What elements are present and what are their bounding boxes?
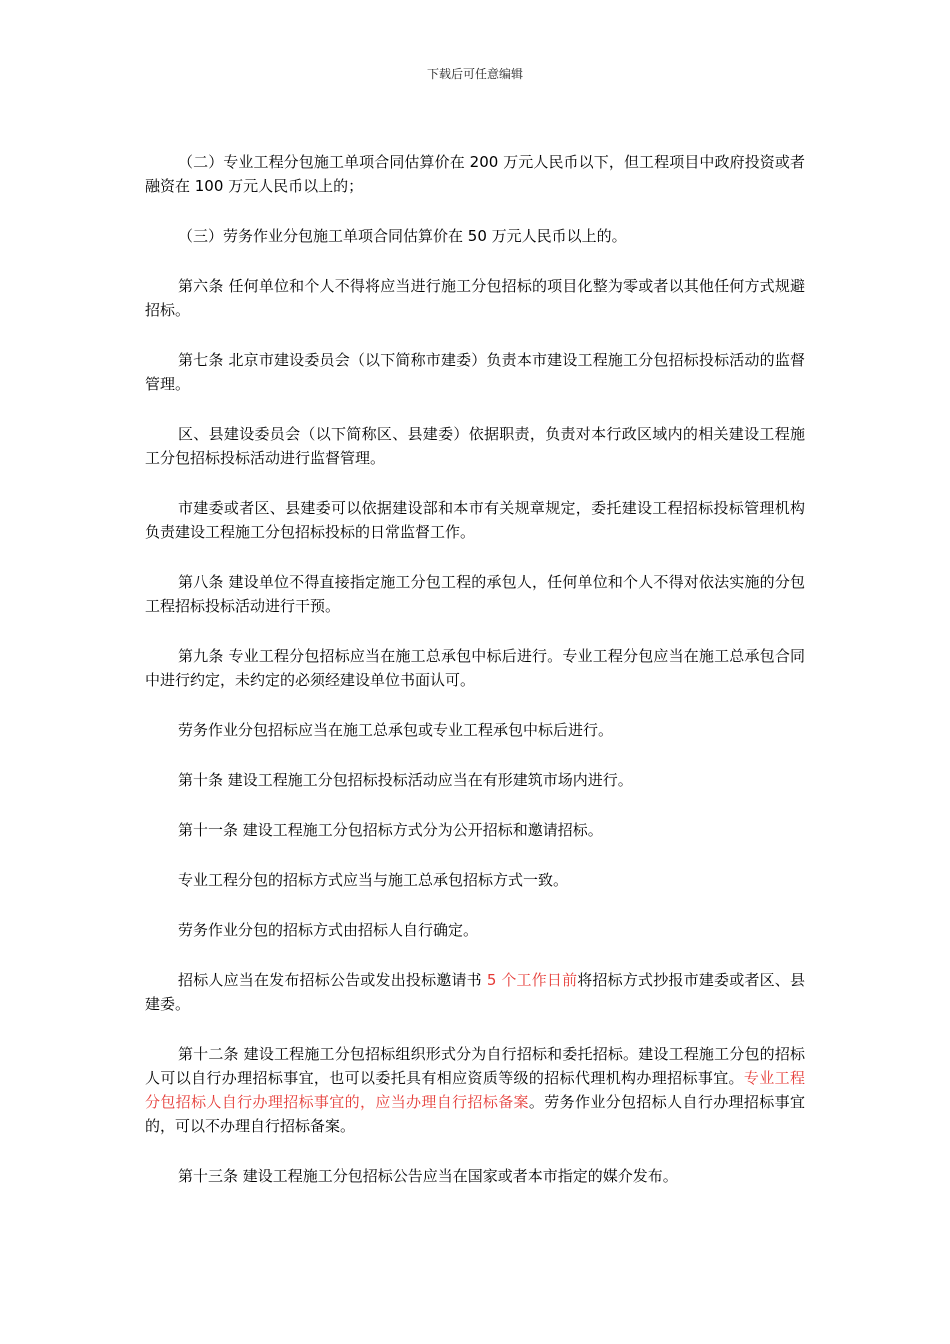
text-segment: 招标人应当在发布招标公告或发出投标邀请书 (178, 971, 487, 989)
paragraph-article-6: 第六条 任何单位和个人不得将应当进行施工分包招标的项目化整为零或者以其他任何方式规避招标。 (145, 277, 805, 319)
paragraph-article-9: 第九条 专业工程分包招标应当在施工总承包中标后进行。专业工程分包应当在施工总承包合同中进行约定，未约定的必须经建设单位书面认可。 (145, 647, 805, 689)
highlighted-text: 专业工程分包招标人自行办理招标事宜的，应当办理自行招标备案 (145, 1069, 805, 1111)
paragraph-article-11: 第十一条 建设工程施工分包招标方式分为公开招标和邀请招标。 (178, 821, 603, 839)
text-segment: 将招标方式抄报市建委或者区、县建委。 (145, 971, 805, 1013)
paragraph-article-7: 第七条 北京市建设委员会（以下简称市建委）负责本市建设工程施工分包招标投标活动的监督管理。 (145, 351, 805, 393)
paragraph-clause-2: （二）专业工程分包施工单项合同估算价在 200 万元人民币以下，但工程项目中政府投资或者融资在 100 万元人民币以上的； (145, 153, 805, 195)
paragraph-article-9-labor: 劳务作业分包招标应当在施工总承包或专业工程承包中标后进行。 (178, 721, 614, 739)
paragraph-article-11-labor: 劳务作业分包的招标方式由招标人自行确定。 (178, 921, 479, 939)
page-header: 下载后可任意编辑 (426, 67, 523, 81)
document-body (145, 150, 805, 1214)
paragraph-article-7-delegation: 市建委或者区、县建委可以依据建设部和本市有关规章规定，委托建设工程招标投标管理机构负责建设工程施工分包招标投标的日常监督工作。 (145, 499, 805, 541)
text-segment: 第十二条 建设工程施工分包招标组织形式分为自行招标和委托招标。建设工程施工分包的招标人可以自行办理招标事宜，也可以委托具有相应资质等级的招标代理机构办理招标事宜。 (145, 1045, 805, 1087)
paragraph-article-8: 第八条 建设单位不得直接指定施工分包工程的承包人，任何单位和个人不得对依法实施的分包工程招标投标活动进行干预。 (145, 573, 805, 615)
highlighted-text: 5 个工作日前 (486, 971, 578, 989)
paragraph-article-13: 第十三条 建设工程施工分包招标公告应当在国家或者本市指定的媒介发布。 (178, 1167, 678, 1185)
paragraph-clause-3: （三）劳务作业分包施工单项合同估算价在 50 万元人民币以上的。 (178, 227, 627, 245)
paragraph-article-12 (145, 1042, 805, 1138)
paragraph-article-7-district: 区、县建设委员会（以下简称区、县建委）依据职责，负责对本行政区域内的相关建设工程施工分包招标投标活动进行监督管理。 (145, 425, 805, 467)
paragraph-article-11-professional: 专业工程分包的招标方式应当与施工总承包招标方式一致。 (178, 871, 569, 889)
paragraph-article-10: 第十条 建设工程施工分包招标投标活动应当在有形建筑市场内进行。 (178, 771, 633, 789)
text-segment: 。劳务作业分包招标人自行办理招标事宜的，可以不办理自行招标备案。 (145, 1093, 805, 1135)
paragraph-article-11-report (145, 968, 805, 1016)
